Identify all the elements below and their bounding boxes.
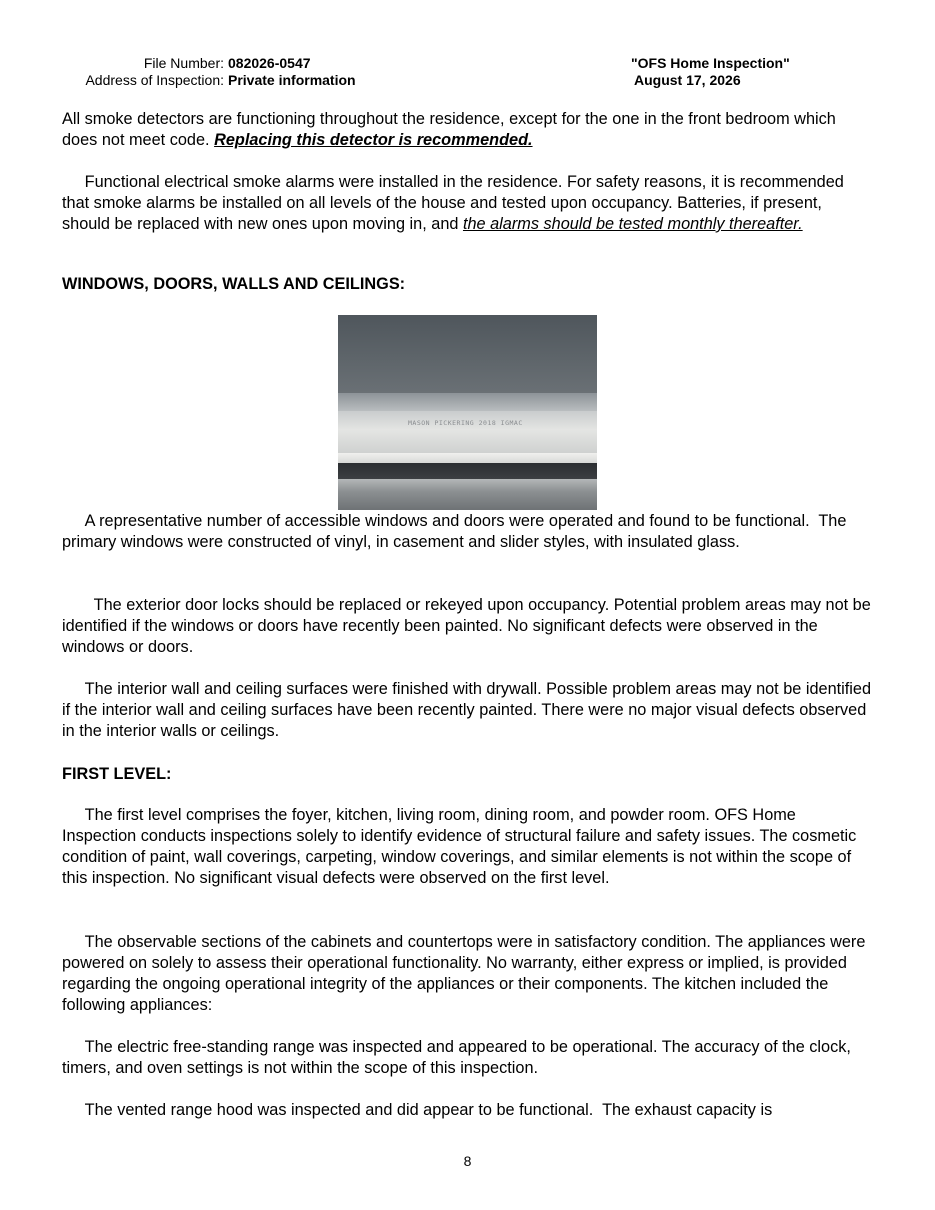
smoke-detector-text: All smoke detectors are functioning throughout the residence, except for the one in the front bedroom which does not meet code. — [62, 110, 836, 149]
frame-ledge — [338, 453, 597, 463]
smoke-detector-paragraph — [62, 109, 874, 151]
range-paragraph: The electric free-standing range was inspected and appeared to be operational. The accuracy of the clock, timers, and oven settings is not within the scope of this inspection. — [62, 1038, 856, 1077]
window-frame-photo — [338, 315, 597, 510]
file-number-value: 082026-0547 — [228, 55, 311, 71]
window-glass — [338, 315, 597, 393]
frame-rail — [338, 479, 597, 510]
windows-paragraph-2: The exterior door locks should be replaced or rekeyed upon occupancy. Potential problem areas may not be identified if the windows or doors have recently been painted. No significant defects were observed in the windows or doors. — [62, 596, 876, 656]
first-level-paragraph-1: The first level comprises the foyer, kitchen, living room, dining room, and powder room. OFS Home Inspection conducts inspections solely to identify evidence of structural failure and safety issues. The cosmetic condition of paint, wall coverings, carpeting, window coverings, and similar elements is not within the scope of this inspection. No significant visual defects were observed on the first level. — [62, 806, 861, 887]
windows-doors-heading: WINDOWS, DOORS, WALLS AND CEILINGS: — [62, 275, 406, 293]
page-number: 8 — [463, 1153, 472, 1169]
smoke-detector-recommendation: Replacing this detector is recommended. — [214, 131, 533, 149]
walls-ceilings-paragraph: The interior wall and ceiling surfaces were finished with drywall. Possible problem areas may not be identified if the interior wall and ceiling surfaces have been recently painted. There were no major visual defects observed in the interior walls or ceilings. — [62, 680, 876, 740]
report-date: August 17, 2026 — [634, 72, 741, 88]
address-label: Address of Inspection: — [85, 72, 224, 88]
file-number-label: File Number: — [143, 55, 224, 71]
windows-paragraph-1: A representative number of accessible windows and doors were operated and found to be functional. The primary windows were constructed of vinyl, in casement and slider styles, with insulated glass. — [62, 512, 851, 551]
smoke-alarm-emphasis: the alarms should be tested monthly thereafter. — [462, 215, 803, 233]
company-name: "OFS Home Inspection" — [631, 55, 790, 71]
address-value: Private information — [228, 72, 356, 88]
frame-spacer — [338, 411, 597, 453]
first-level-heading: FIRST LEVEL: — [62, 765, 172, 783]
cabinets-appliances-paragraph: The observable sections of the cabinets and countertops were in satisfactory condition. The appliances were powered on solely to assess their operational functionality. No warranty, either express or implied, is provided regarding the ongoing operational integrity of the appliances or their components. The kitchen included the following appliances: — [62, 933, 870, 1014]
frame-edge — [338, 393, 597, 411]
range-hood-paragraph: The vented range hood was inspected and did appear to be functional. The exhaust capacity is — [62, 1101, 773, 1119]
glass-manufacturer-stamp: MASON PICKERING 2018 IGMAC — [408, 419, 523, 427]
smoke-alarm-paragraph — [62, 172, 874, 235]
address-row — [62, 72, 872, 89]
smoke-alarm-text: Functional electrical smoke alarms were installed in the residence. For safety reasons, it is recommended that smoke alarms be installed on all levels of the house and tested upon occupancy. Batteries, if present, should be replaced with new ones upon moving in, and — [62, 173, 849, 233]
frame-gap — [338, 463, 597, 479]
